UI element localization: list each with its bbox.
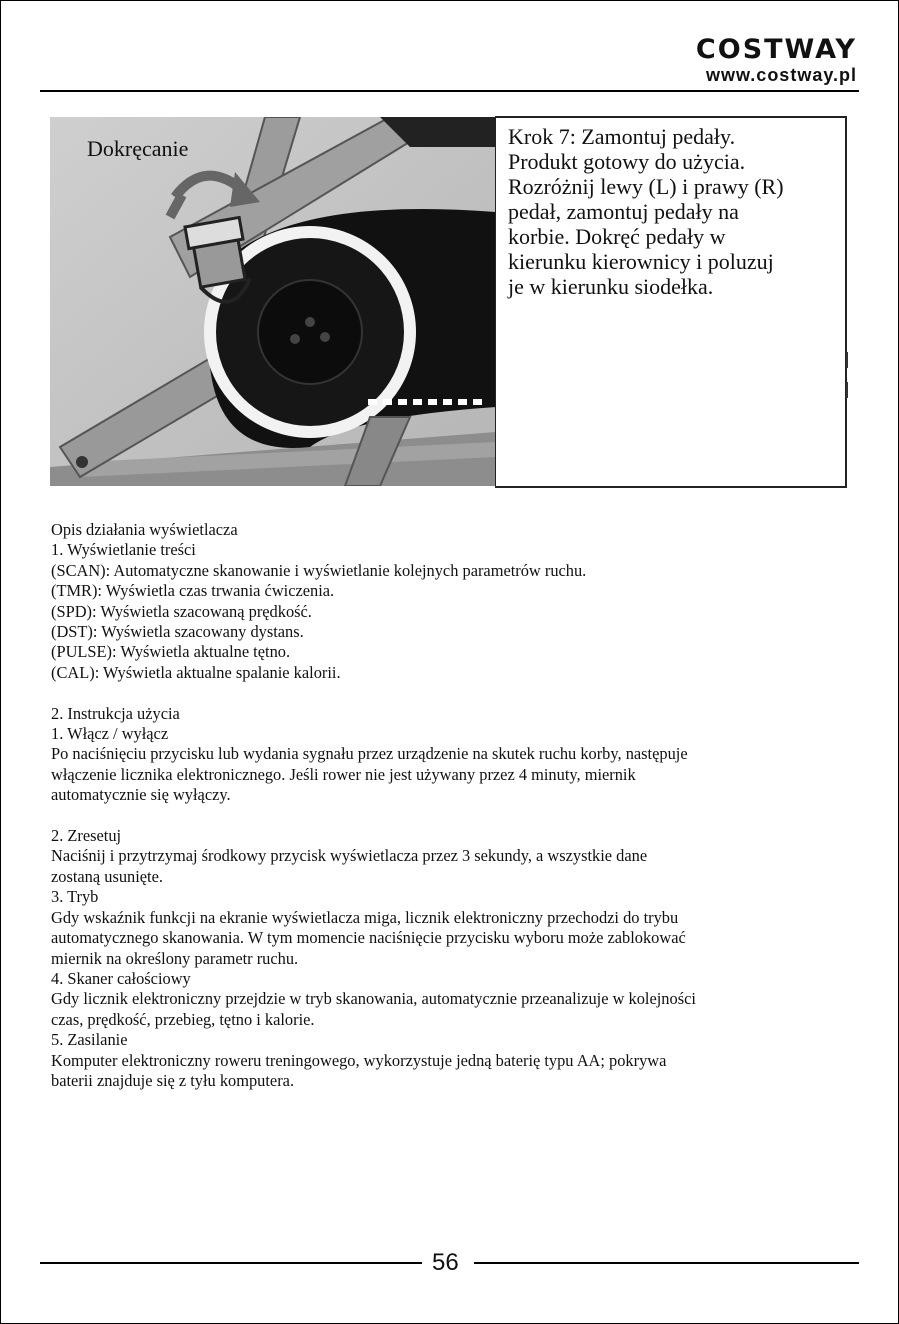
paragraph-line: Naciśnij i przytrzymaj środkowy przycisk wyświetlacza przez 3 sekundy, a wszystkie dane [51,846,648,866]
brand-header [696,36,857,86]
display-item: (CAL): Wyświetla aktualne spalanie kalorii. [51,662,341,682]
section-title: Opis działania wyświetlacza [51,520,238,539]
display-item: (DST): Wyświetla szacowany dystans. [51,622,304,642]
brand-url: www.costway.pl [705,65,857,85]
side-mark [846,382,848,398]
step-line: je w kierunku siodełka. [508,274,714,299]
photo-label: Dokręcanie [87,136,189,161]
paragraph-line: włączenie licznika elektronicznego. Jeśli rower nie jest używany przez 4 minuty, miernik [51,764,636,784]
footer-rule-left [40,1262,422,1264]
subsection-title: 2. Zresetuj [51,826,122,846]
bike-pedal-photo [50,117,496,486]
paragraph-line: zostaną usunięte. [51,866,163,886]
display-item: (SPD): Wyświetla szacowaną prędkość. [51,601,312,621]
page-number: 56 [432,1249,459,1276]
paragraph-line: Po naciśnięciu przycisku lub wydania sygnału przez urządzenie na skutek ruchu korby, następuje [51,744,688,764]
subsection-title: 1. Wyświetlanie treści [51,540,196,560]
section-title: 2. Instrukcja użycia [51,703,180,723]
subsection-title: 4. Skaner całościowy [51,968,191,988]
step-instruction-box [495,116,847,488]
paragraph-line: Gdy licznik elektroniczny przejdzie w tryb skanowania, automatycznie przeanalizuje w kolejności [51,989,696,1009]
header-rule [40,90,859,92]
step-line: kierunku kierownicy i poluzuj [508,249,774,274]
subsection-title: 5. Zasilanie [51,1030,128,1050]
paragraph-line: Gdy wskaźnik funkcji na ekranie wyświetlacza miga, licznik elektroniczny przechodzi do trybu [51,907,679,927]
paragraph-line: czas, prędkość, przebieg, tętno i kalorie. [51,1009,315,1029]
step-line: Krok 7: Zamontuj pedały. [508,124,736,149]
paragraph-line: Komputer elektroniczny roweru treningowego, wykorzystuje jedną baterię typu AA; pokrywa [51,1050,667,1070]
subsection-title: 3. Tryb [51,887,99,907]
step-line: Produkt gotowy do użycia. [508,149,746,174]
subsection-title: 1. Włącz / wyłącz [51,724,169,744]
display-item: (SCAN): Automatyczne skanowanie i wyświetlanie kolejnych parametrów ruchu. [51,560,587,580]
footer-rule-right [474,1262,859,1264]
step-line: Rozróżnij lewy (L) i prawy (R) [508,174,784,199]
step-line: pedał, zamontuj pedały na [508,199,739,224]
manual-body [51,520,851,1091]
display-item: (TMR): Wyświetla czas trwania ćwiczenia. [51,581,335,601]
brand-logo: COSTWAY [695,34,857,65]
step-line: korbie. Dokręć pedały w [508,224,726,249]
paragraph-line: baterii znajduje się z tyłu komputera. [51,1070,295,1090]
paragraph-line: automatycznie się wyłączy. [51,785,231,805]
paragraph-line: miernik na określony parametr ruchu. [51,948,299,968]
display-item: (PULSE): Wyświetla aktualne tętno. [51,642,291,662]
paragraph-line: automatycznego skanowania. W tym momencie naciśnięcie przycisku wyboru może zablokować [51,928,686,948]
side-mark [846,352,848,368]
